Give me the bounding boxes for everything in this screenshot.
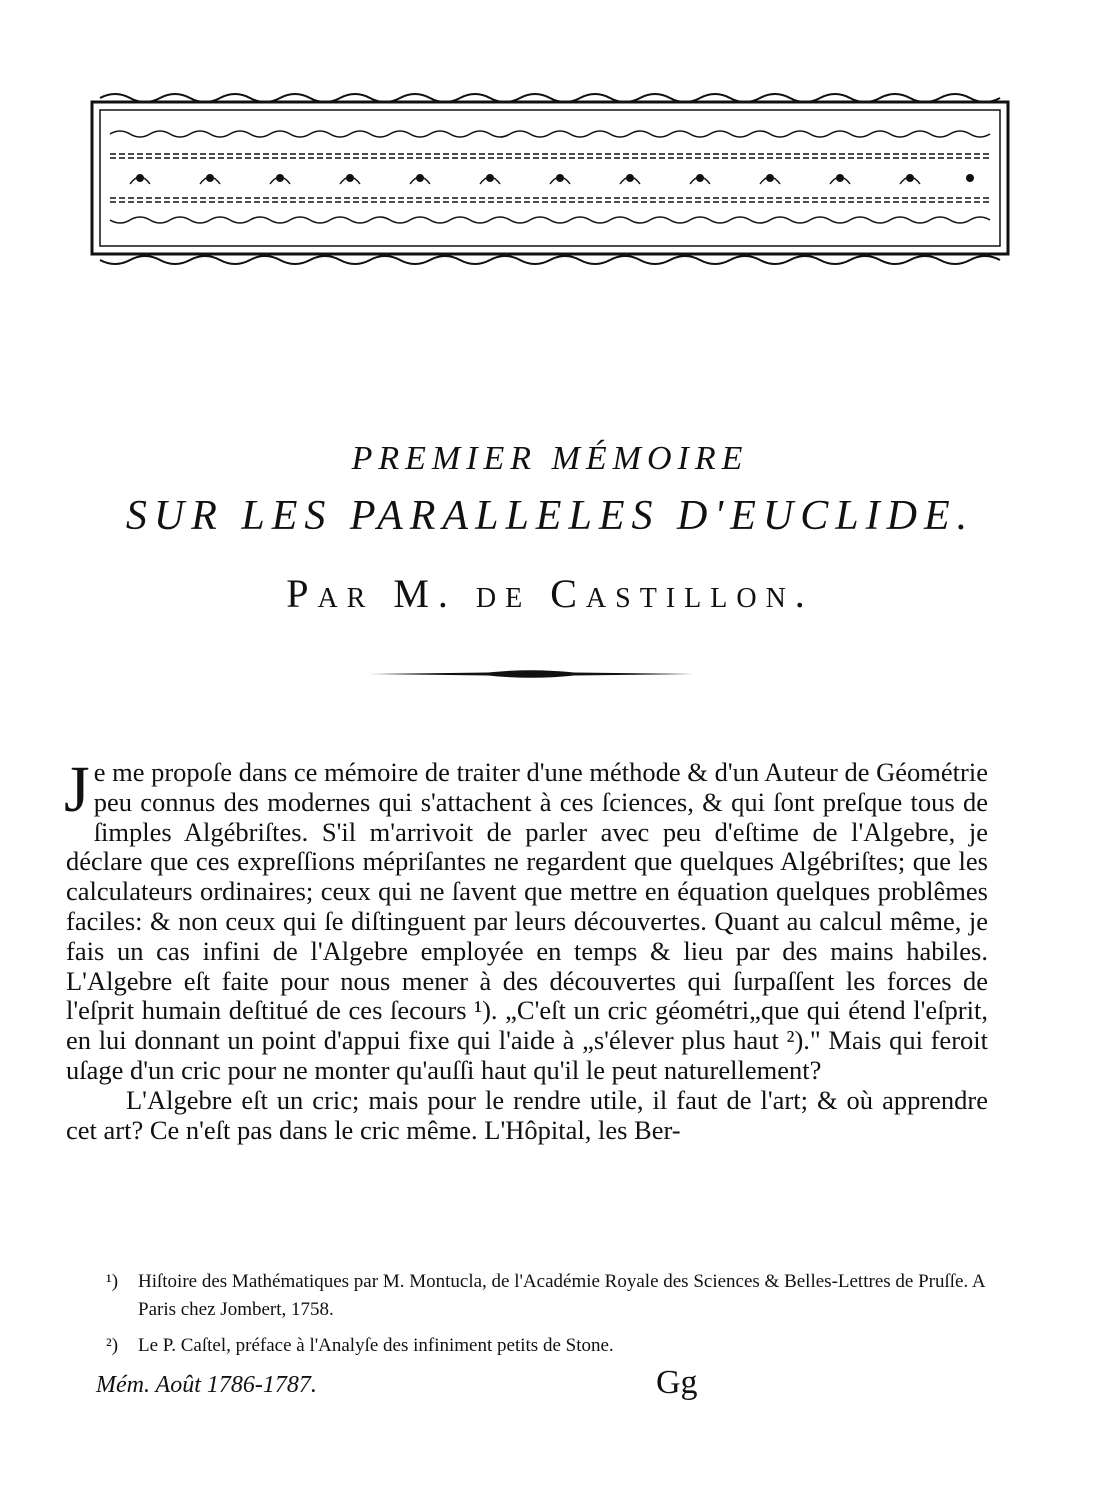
- memoir-title-line2: SUR LES PARALLELES D'EUCLIDE.: [125, 493, 975, 539]
- footnote-mark: ¹): [106, 1271, 119, 1292]
- body-text: [64, 753, 988, 1145]
- footnote-text: Le P. Caſtel, préface à l'Analyſe des infiniment petits de Stone.: [138, 1335, 614, 1356]
- paragraph-1: [64, 753, 988, 1086]
- running-footer-volume: Mém. Août 1786-1787.: [96, 1372, 317, 1398]
- ornamental-header-band: [80, 88, 1020, 270]
- chain-rows: [110, 154, 990, 202]
- drop-cap: J: [64, 753, 90, 826]
- memoir-title-line1: PREMIER MÉMOIRE: [351, 440, 749, 477]
- footnote-1: [106, 1268, 986, 1324]
- footnote-2: [106, 1332, 986, 1360]
- author-line: Par M. de Castillon.: [286, 571, 814, 616]
- paragraph-1-text: e me propoſe dans ce mémoire de traiter d'une méthode & d'un Auteur de Géométrie peu connus des modernes qui s'attachent à ces ſciences, & qui ſont preſque tous de ſimples Algébriſtes. S'il m'arrivoit de parler avec peu d'eſtime de l'Algebre, je déclare que ces expreſſions mépriſantes ne regardent que quelques Algébriſtes; que les calculateurs ordinaires; ceux qui ne ſavent que mettre en équation quelques problêmes faciles: & non ceux qui ſe diſtinguent par leurs découvertes. Quant au calcul même, je fais un cas infini de l'Algebre employée en temps & lieu par des mains habiles. L'Algebre eſt faite pour nous mener à des découvertes qui ſurpaſſent les forces de l'eſprit humain deſtitué de ces ſecours ¹). „C'eſt un cric géométri„que qui étend l'eſprit, en lui donnant un point d'appui fixe qui l'aide à „s'élever plus haut ²)." Mais qui feroit uſage d'un cric pour ne monter qu'auſſi haut qu'il le peut naturellement?: [66, 757, 988, 1085]
- footnote-mark: ²): [106, 1335, 119, 1356]
- paragraph-2: L'Algebre eſt un cric; mais pour le rendre utile, il faut de l'art; & où apprendre cet art? Ce n'eſt pas dans le cric même. L'Hôpital, les Ber-: [66, 1084, 988, 1145]
- signature-mark: Gg: [656, 1364, 698, 1401]
- decorative-rule: [368, 668, 694, 680]
- footnote-text: Hiſtoire des Mathématiques par M. Montucla, de l'Académie Royale des Sciences & Belles-Lettres de Pruſſe. A Paris chez Jombert, 1758.: [138, 1271, 985, 1320]
- footnotes: [106, 1268, 986, 1368]
- top-scroll-row: [100, 94, 1000, 264]
